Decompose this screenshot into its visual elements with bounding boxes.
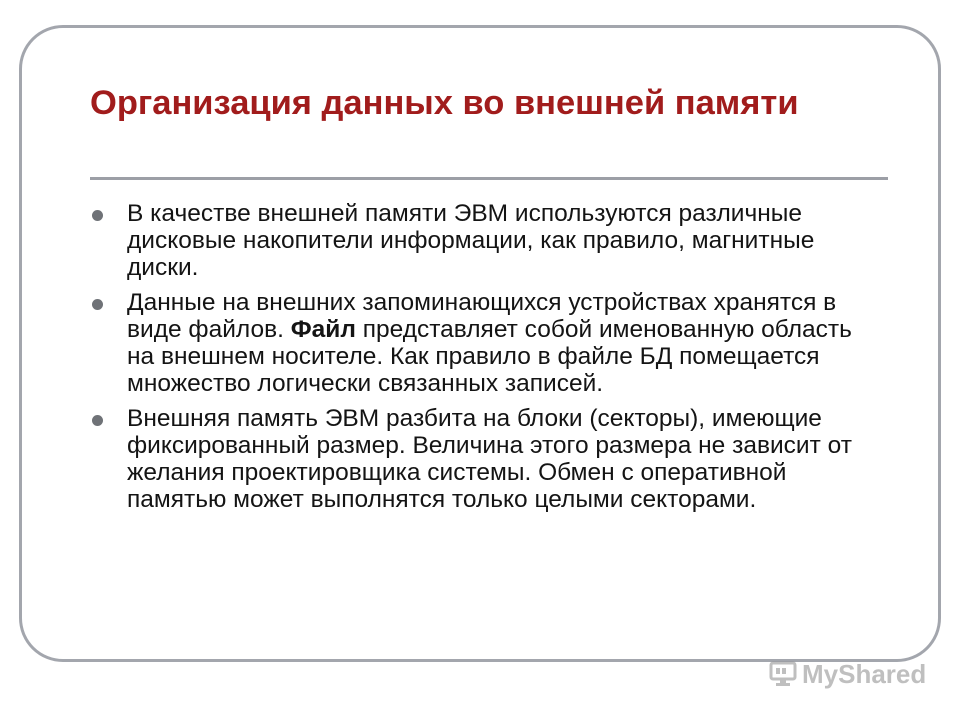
- watermark: [768, 659, 926, 689]
- monitor-logo-icon: [768, 660, 798, 688]
- bullet-list: [92, 200, 872, 521]
- slide-title: Организация данных во внешней памяти: [90, 84, 799, 122]
- bullet-dot-icon: [92, 299, 103, 310]
- bullet-text: В качестве внешней памяти ЭВМ используются различные дисковые накопители информации, как правило, магнитные диски.: [127, 200, 815, 281]
- bullet-bold-term: Файл: [290, 316, 356, 343]
- title-divider: [90, 177, 888, 180]
- bullet-text-after-bold: представляет собой именованную область на внешнем носителе. Как правило в файле БД помещается множество логически связанных записей.: [127, 316, 852, 397]
- bullet-dot-icon: [92, 415, 103, 426]
- bullet-text-before-bold: Данные на внешних запоминающихся устройствах хранятся в виде файлов.: [127, 289, 837, 343]
- bullet-item: [92, 405, 872, 513]
- bullet-item: [92, 200, 872, 281]
- bullet-text: Внешняя память ЭВМ разбита на блоки (секторы), имеющие фиксированный размер. Величина этого размера не зависит от желания проектировщика системы. Обмен с оперативной памятью может выполнятся только целыми секторами.: [127, 405, 852, 513]
- bullet-dot-icon: [92, 210, 103, 221]
- watermark-text: MyShared: [802, 658, 927, 689]
- bullet-item: [92, 289, 872, 397]
